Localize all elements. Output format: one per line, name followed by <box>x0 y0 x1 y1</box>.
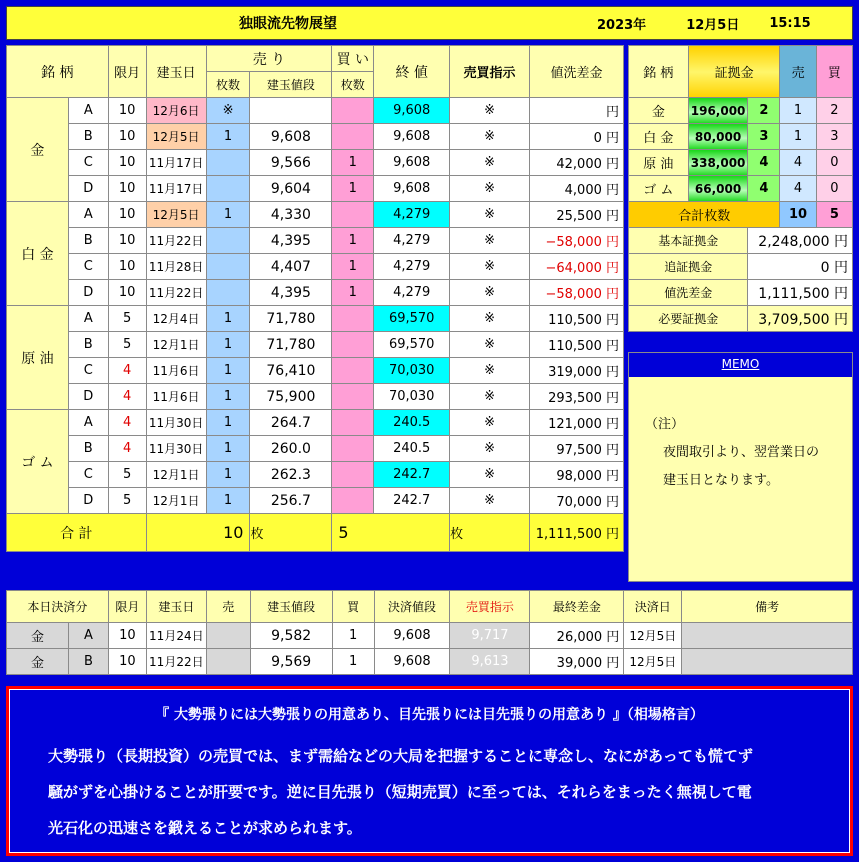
row-instruction: ※ <box>450 202 530 228</box>
row-price: 71,780 <box>250 306 332 332</box>
margin-mult: 2 <box>748 98 780 124</box>
row-instruction: ※ <box>450 176 530 202</box>
settle-header-today: 本日決済分 <box>7 591 109 623</box>
row-open-date: 11月17日 <box>146 150 206 176</box>
total-label: 合 計 <box>7 514 147 552</box>
row-sell-qty: 1 <box>206 384 250 410</box>
memo-line-2: 建玉日となります。 <box>663 473 779 488</box>
row-diff: 110,500 円 <box>529 306 623 332</box>
row-sub: D <box>68 384 108 410</box>
table-row <box>7 462 624 488</box>
row-price: 9,608 <box>250 124 332 150</box>
row-limit: 4 <box>108 410 146 436</box>
margin-total-sell: 10 <box>780 202 816 228</box>
right-header-sell: 売 <box>780 46 816 98</box>
row-open-date: 11月28日 <box>146 254 206 280</box>
margin-sell: 1 <box>780 124 816 150</box>
row-open-date: 11月30日 <box>146 410 206 436</box>
row-close: 9,608 <box>374 98 450 124</box>
row-sub: D <box>68 488 108 514</box>
settle-sub: B <box>68 649 108 675</box>
row-buy-qty: 1 <box>332 150 374 176</box>
settle-buy: 1 <box>332 623 374 649</box>
row-limit: 5 <box>108 306 146 332</box>
table-row <box>7 436 624 462</box>
row-buy-qty: 1 <box>332 280 374 306</box>
margin-sell: 4 <box>780 176 816 202</box>
row-sub: B <box>68 332 108 358</box>
table-row <box>7 228 624 254</box>
table-row <box>7 150 624 176</box>
margin-total-buy: 5 <box>816 202 852 228</box>
row-buy-qty <box>332 306 374 332</box>
row-price: 4,395 <box>250 280 332 306</box>
settle-date: 12月5日 <box>624 649 682 675</box>
row-close: 4,279 <box>374 202 450 228</box>
table-row <box>7 332 624 358</box>
row-sell-qty: 1 <box>206 124 250 150</box>
row-close: 4,279 <box>374 254 450 280</box>
brand-group: 原 油 <box>7 306 69 410</box>
margin-brand: 金 <box>629 98 689 124</box>
row-sell-qty: 1 <box>206 462 250 488</box>
row-diff: 4,000 円 <box>529 176 623 202</box>
row-instruction: ※ <box>450 280 530 306</box>
row-sell-qty: 1 <box>206 488 250 514</box>
row-open-date: 11月22日 <box>146 280 206 306</box>
settle-header-settle-price: 決済値段 <box>374 591 450 623</box>
settle-header-instruction: 売買指示 <box>450 591 530 623</box>
positions-table <box>6 45 624 552</box>
row-instruction: ※ <box>450 228 530 254</box>
row-sell-qty: ※ <box>206 98 250 124</box>
row-buy-qty <box>332 384 374 410</box>
header-close: 終 値 <box>374 46 450 98</box>
row-buy-qty <box>332 488 374 514</box>
settle-note <box>682 649 853 675</box>
row-sub: B <box>68 228 108 254</box>
brand-group: 白 金 <box>7 202 69 306</box>
settle-price: 9,569 <box>250 649 332 675</box>
row-close: 242.7 <box>374 462 450 488</box>
row-diff: 42,000 円 <box>529 150 623 176</box>
settle-sub: A <box>68 623 108 649</box>
total-diff: 1,111,500 円 <box>529 514 623 552</box>
row-sub: D <box>68 280 108 306</box>
row-buy-qty: 1 <box>332 228 374 254</box>
header-limit: 限月 <box>108 46 146 98</box>
total-sell-unit: 枚 <box>250 514 332 552</box>
summary-value: 1,111,500 円 <box>748 280 853 306</box>
quote-box <box>6 686 853 856</box>
row-limit: 5 <box>108 332 146 358</box>
header-year: 2023年 <box>597 17 647 33</box>
row-open-date: 12月6日 <box>146 98 206 124</box>
settle-sell <box>206 649 250 675</box>
table-row <box>7 306 624 332</box>
row-sell-qty: 1 <box>206 410 250 436</box>
row-instruction: ※ <box>450 254 530 280</box>
row-buy-qty <box>332 462 374 488</box>
page-title: 独眼流先物展望 <box>239 16 337 32</box>
margin-amount: 196,000 <box>688 98 748 124</box>
row-diff: 319,000 円 <box>529 358 623 384</box>
row-buy-qty <box>332 410 374 436</box>
row-price: 71,780 <box>250 332 332 358</box>
settle-header-sell: 売 <box>206 591 250 623</box>
row-sub: C <box>68 462 108 488</box>
row-instruction: ※ <box>450 150 530 176</box>
table-row <box>7 254 624 280</box>
row-sub: C <box>68 150 108 176</box>
row-limit: 10 <box>108 176 146 202</box>
row-limit: 10 <box>108 254 146 280</box>
row-close: 9,608 <box>374 176 450 202</box>
row-limit: 10 <box>108 98 146 124</box>
margin-mult: 3 <box>748 124 780 150</box>
margin-total-label: 合計枚数 <box>629 202 780 228</box>
header-brand: 銘 柄 <box>7 46 109 98</box>
margin-brand: 白 金 <box>629 124 689 150</box>
table-row <box>7 623 853 649</box>
margin-mult: 4 <box>748 176 780 202</box>
row-instruction: ※ <box>450 332 530 358</box>
settle-name: 金 <box>7 623 69 649</box>
row-buy-qty <box>332 98 374 124</box>
row-sell-qty <box>206 254 250 280</box>
settle-final: 26,000 円 <box>530 623 624 649</box>
row-open-date: 12月4日 <box>146 306 206 332</box>
row-diff: 0 円 <box>529 124 623 150</box>
table-row <box>7 176 624 202</box>
total-sell-qty: 10 <box>146 514 250 552</box>
total-buy-qty: 5 <box>332 514 450 552</box>
row-buy-qty <box>332 436 374 462</box>
memo-link[interactable]: MEMO <box>721 357 760 371</box>
row-close: 9,608 <box>374 124 450 150</box>
row-diff: 121,000 円 <box>529 410 623 436</box>
row-diff: −64,000 円 <box>529 254 623 280</box>
row-price <box>250 98 332 124</box>
row-sell-qty <box>206 150 250 176</box>
row-limit: 4 <box>108 358 146 384</box>
row-diff: −58,000 円 <box>529 280 623 306</box>
settle-instruction: 9,717 <box>450 623 530 649</box>
settle-limit: 10 <box>108 649 146 675</box>
row-open-date: 11月22日 <box>146 228 206 254</box>
row-price: 75,900 <box>250 384 332 410</box>
row-price: 4,330 <box>250 202 332 228</box>
row-sub: C <box>68 358 108 384</box>
row-instruction: ※ <box>450 410 530 436</box>
row-price: 260.0 <box>250 436 332 462</box>
row-instruction: ※ <box>450 306 530 332</box>
summary-label: 追証拠金 <box>629 254 748 280</box>
summary-label: 必要証拠金 <box>629 306 748 332</box>
summary-label: 基本証拠金 <box>629 228 748 254</box>
row-limit: 5 <box>108 488 146 514</box>
row-sub: B <box>68 124 108 150</box>
settle-open-date: 11月24日 <box>146 623 206 649</box>
margin-amount: 66,000 <box>688 176 748 202</box>
row-price: 262.3 <box>250 462 332 488</box>
row-diff: 円 <box>529 98 623 124</box>
brand-group: ゴ ム <box>7 410 69 514</box>
settle-header-open-date: 建玉日 <box>146 591 206 623</box>
row-instruction: ※ <box>450 358 530 384</box>
table-row <box>7 649 853 675</box>
summary-value: 2,248,000 円 <box>748 228 853 254</box>
total-buy-unit: 枚 <box>450 514 530 552</box>
row-price: 4,395 <box>250 228 332 254</box>
settle-header-buy: 買 <box>332 591 374 623</box>
settle-header-final: 最終差金 <box>530 591 624 623</box>
table-row <box>7 488 624 514</box>
settle-instruction: 9,613 <box>450 649 530 675</box>
instruction-header-button[interactable]: 売買指示 <box>450 46 530 98</box>
row-open-date: 12月5日 <box>146 202 206 228</box>
row-buy-qty <box>332 358 374 384</box>
settle-price: 9,582 <box>250 623 332 649</box>
brand-group: 金 <box>7 98 69 202</box>
margin-brand: ゴ ム <box>629 176 689 202</box>
row-limit: 10 <box>108 150 146 176</box>
header-sell: 売 り <box>206 46 332 72</box>
margin-brand: 原 油 <box>629 150 689 176</box>
memo-line-1: 夜間取引より、翌営業日の <box>663 445 820 460</box>
row-close: 4,279 <box>374 228 450 254</box>
row-sub: B <box>68 436 108 462</box>
row-open-date: 12月5日 <box>146 124 206 150</box>
row-sell-qty: 1 <box>206 332 250 358</box>
settle-final: 39,000 円 <box>530 649 624 675</box>
table-row <box>7 98 624 124</box>
summary-value: 3,709,500 円 <box>748 306 853 332</box>
row-close: 242.7 <box>374 488 450 514</box>
margin-buy: 2 <box>816 98 852 124</box>
row-open-date: 11月17日 <box>146 176 206 202</box>
row-sub: A <box>68 306 108 332</box>
margin-sell: 1 <box>780 98 816 124</box>
row-open-date: 12月1日 <box>146 462 206 488</box>
row-close: 69,570 <box>374 306 450 332</box>
settle-note <box>682 623 853 649</box>
row-instruction: ※ <box>450 488 530 514</box>
row-price: 264.7 <box>250 410 332 436</box>
margin-amount: 80,000 <box>688 124 748 150</box>
right-header-brand: 銘 柄 <box>629 46 689 98</box>
row-open-date: 11月6日 <box>146 384 206 410</box>
table-row <box>7 358 624 384</box>
row-sub: A <box>68 202 108 228</box>
row-sub: D <box>68 176 108 202</box>
row-close: 70,030 <box>374 384 450 410</box>
row-sub: C <box>68 254 108 280</box>
row-price: 76,410 <box>250 358 332 384</box>
table-row <box>7 410 624 436</box>
row-limit: 10 <box>108 202 146 228</box>
header-diff: 値洗差金 <box>529 46 623 98</box>
margin-amount: 338,000 <box>688 150 748 176</box>
row-sub: A <box>68 98 108 124</box>
settle-sell <box>206 623 250 649</box>
row-close: 69,570 <box>374 332 450 358</box>
margin-mult: 4 <box>748 150 780 176</box>
row-instruction: ※ <box>450 462 530 488</box>
row-buy-qty <box>332 124 374 150</box>
row-instruction: ※ <box>450 124 530 150</box>
settle-header-settle-date: 決済日 <box>624 591 682 623</box>
row-close: 240.5 <box>374 436 450 462</box>
header-buy: 買 い <box>332 46 374 72</box>
row-diff: 70,000 円 <box>529 488 623 514</box>
header-buy-qty: 枚数 <box>332 72 374 98</box>
settlement-table <box>6 590 853 675</box>
quote-line-1: 大勢張り（長期投資）の売買では、まず需給などの大局を把握することに専念し、なにがあっても慌てず <box>48 747 753 765</box>
row-sell-qty <box>206 280 250 306</box>
row-diff: −58,000 円 <box>529 228 623 254</box>
row-open-date: 12月1日 <box>146 332 206 358</box>
margin-buy: 0 <box>816 176 852 202</box>
row-limit: 4 <box>108 384 146 410</box>
row-open-date: 12月1日 <box>146 488 206 514</box>
memo-note-title: （注） <box>645 417 685 432</box>
row-sell-qty: 1 <box>206 358 250 384</box>
row-buy-qty <box>332 202 374 228</box>
row-price: 9,604 <box>250 176 332 202</box>
row-diff: 97,500 円 <box>529 436 623 462</box>
header-price: 建玉値段 <box>250 72 332 98</box>
row-buy-qty: 1 <box>332 176 374 202</box>
row-buy-qty: 1 <box>332 254 374 280</box>
row-sell-qty: 1 <box>206 436 250 462</box>
row-instruction: ※ <box>450 384 530 410</box>
settle-settle-price: 9,608 <box>374 649 450 675</box>
row-sub: A <box>68 410 108 436</box>
header-time: 15:15 <box>769 15 811 31</box>
memo-panel <box>628 352 853 582</box>
margin-sell: 4 <box>780 150 816 176</box>
row-diff: 110,500 円 <box>529 332 623 358</box>
row-limit: 10 <box>108 228 146 254</box>
row-close: 9,608 <box>374 150 450 176</box>
row-close: 4,279 <box>374 280 450 306</box>
settle-buy: 1 <box>332 649 374 675</box>
row-limit: 5 <box>108 462 146 488</box>
right-header-buy: 買 <box>816 46 852 98</box>
row-open-date: 11月30日 <box>146 436 206 462</box>
row-instruction: ※ <box>450 436 530 462</box>
settle-name: 金 <box>7 649 69 675</box>
title-bar <box>6 6 853 40</box>
row-limit: 10 <box>108 124 146 150</box>
row-diff: 293,500 円 <box>529 384 623 410</box>
settle-open-date: 11月22日 <box>146 649 206 675</box>
margin-table <box>628 45 853 332</box>
row-sell-qty <box>206 176 250 202</box>
table-row <box>7 384 624 410</box>
header-open-date: 建玉日 <box>146 46 206 98</box>
settle-settle-price: 9,608 <box>374 623 450 649</box>
row-price: 4,407 <box>250 254 332 280</box>
row-diff: 98,000 円 <box>529 462 623 488</box>
settle-header-price: 建玉値段 <box>250 591 332 623</box>
right-header-margin: 証拠金 <box>688 46 780 98</box>
settle-header-limit: 限月 <box>108 591 146 623</box>
row-price: 256.7 <box>250 488 332 514</box>
row-sell-qty <box>206 228 250 254</box>
margin-buy: 3 <box>816 124 852 150</box>
header-sell-qty: 枚数 <box>206 72 250 98</box>
row-instruction: ※ <box>450 98 530 124</box>
quote-line-3: 光石化の迅速さを鍛えることが求められます。 <box>48 819 362 837</box>
summary-label: 値洗差金 <box>629 280 748 306</box>
row-diff: 25,500 円 <box>529 202 623 228</box>
table-row <box>7 202 624 228</box>
table-row <box>7 280 624 306</box>
table-row <box>7 124 624 150</box>
row-sell-qty: 1 <box>206 202 250 228</box>
row-limit: 10 <box>108 280 146 306</box>
row-price: 9,566 <box>250 150 332 176</box>
header-date: 12月5日 <box>686 17 740 33</box>
summary-value: 0 円 <box>748 254 853 280</box>
row-open-date: 11月6日 <box>146 358 206 384</box>
quote-headline: 『 大勢張りには大勢張りの用意あり、目先張りには目先張りの用意あり 』（相場格言） <box>155 707 704 723</box>
settle-date: 12月5日 <box>624 623 682 649</box>
row-sell-qty: 1 <box>206 306 250 332</box>
quote-line-2: 騒がずを心掛けることが肝要です。逆に目先張り（短期売買）に至っては、それらをまったく無視して電 <box>48 783 752 801</box>
row-close: 70,030 <box>374 358 450 384</box>
settle-header-note: 備考 <box>682 591 853 623</box>
row-buy-qty <box>332 332 374 358</box>
row-close: 240.5 <box>374 410 450 436</box>
settle-limit: 10 <box>108 623 146 649</box>
row-limit: 4 <box>108 436 146 462</box>
margin-buy: 0 <box>816 150 852 176</box>
